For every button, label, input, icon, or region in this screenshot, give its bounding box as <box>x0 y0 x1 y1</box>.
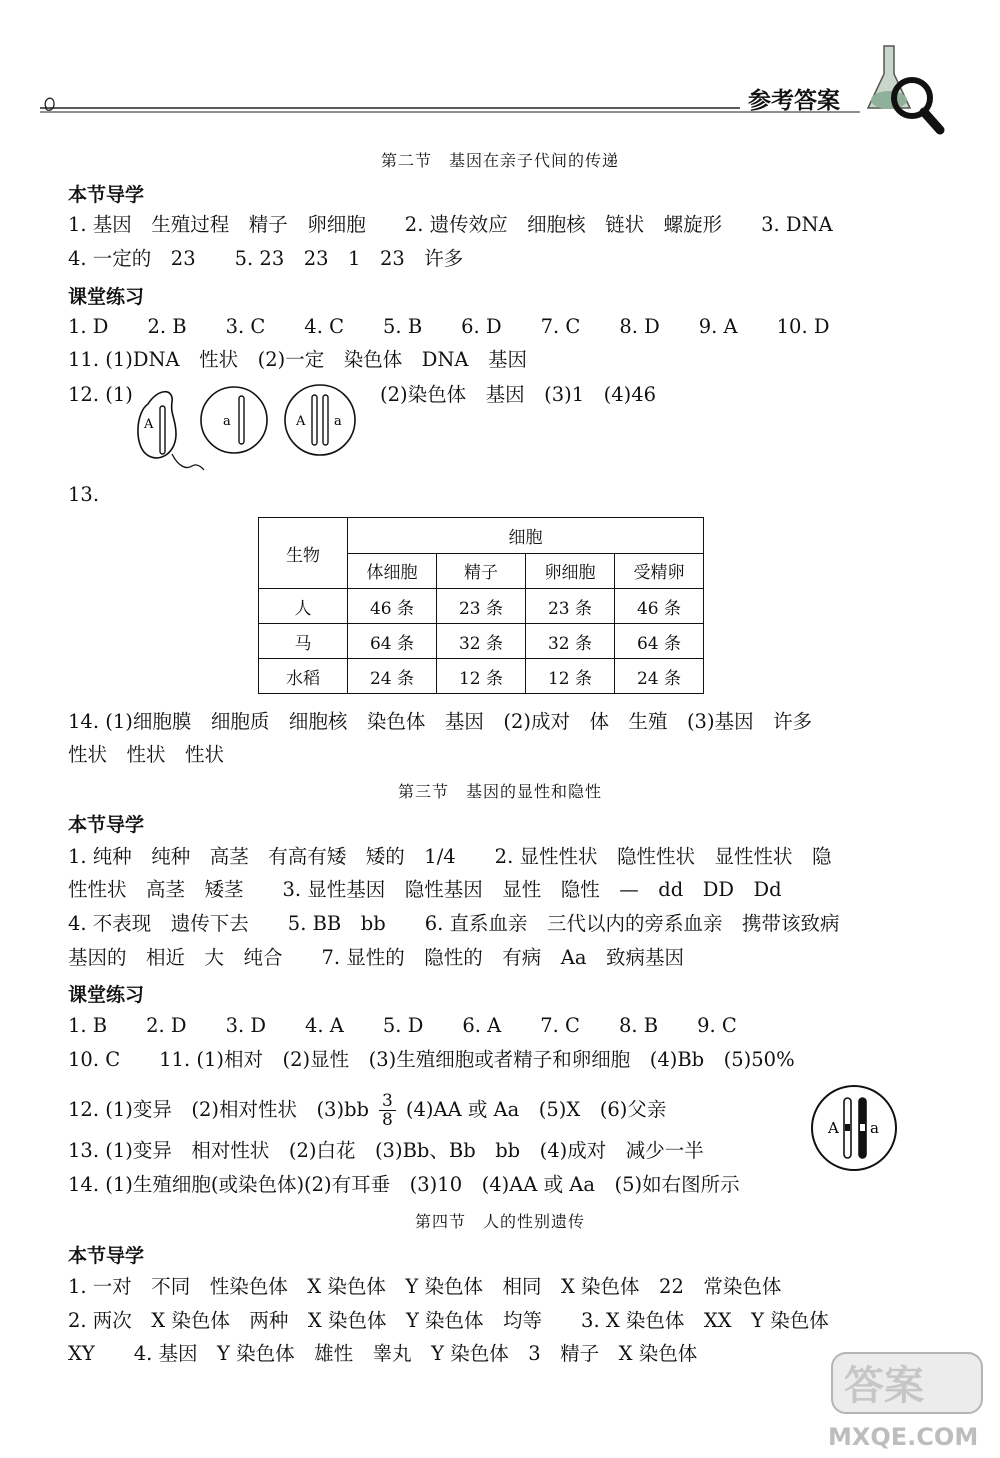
answer-line: 4. 不表现 遗传下去 5. BB bb 6. 直系血亲 三代以内的旁系血亲 携带该致病 <box>68 912 840 935</box>
answer-line: 基因的 相近 大 纯合 7. 显性的 隐性的 有病 Aa 致病基因 <box>68 946 685 969</box>
table-cell: 12 条 <box>526 659 615 694</box>
table-group-header: 细胞 <box>348 518 704 554</box>
q12-rest: (2)染色体 基因 (3)1 (4)46 <box>380 383 657 406</box>
table-cell: 46 条 <box>348 589 437 624</box>
answer-line: 14. (1)细胞膜 细胞质 细胞核 染色体 基因 (2)成对 体 生殖 (3)基因 许多 <box>68 710 813 733</box>
table-cell: 12 条 <box>437 659 526 694</box>
fraction-numerator: 3 <box>379 1092 396 1111</box>
answer-line: 1. 一对 不同 性染色体 X 染色体 Y 染色体 相同 X 染色体 22 常染色体 <box>68 1275 782 1298</box>
page-header <box>40 76 920 116</box>
allele-label: A <box>144 417 154 432</box>
table-cell: 24 条 <box>348 659 437 694</box>
section-title-4: 第四节 人的性别遗传 <box>414 1212 585 1231</box>
answer-line: 性性状 高茎 矮茎 3. 显性基因 隐性基因 显性 隐性 — dd DD Dd <box>68 878 782 901</box>
allele-label: a <box>223 414 231 429</box>
answer-line: 11. (1)DNA 性状 (2)一定 染色体 DNA 基因 <box>68 348 528 371</box>
allele-label: A <box>828 1119 839 1137</box>
table-corner: 生物 <box>259 518 348 589</box>
allele-label: A <box>296 414 306 429</box>
table-header: 体细胞 <box>348 553 437 589</box>
q12-line <box>68 1092 666 1129</box>
table-header: 卵细胞 <box>526 553 615 589</box>
subheading-guide: 本节导学 <box>68 1245 145 1267</box>
chromosome-diagrams <box>128 384 368 484</box>
watermark-text: MXQE.COM <box>828 1423 979 1451</box>
allele-label: a <box>870 1119 879 1137</box>
subheading-guide: 本节导学 <box>68 184 145 206</box>
answer-line: 1. 基因 生殖过程 精子 卵细胞 2. 遗传效应 细胞核 链状 螺旋形 3. DNA <box>68 213 833 236</box>
answer-line: 14. (1)生殖细胞(或染色体)(2)有耳垂 (3)10 (4)AA 或 Aa (5)如右图所示 <box>68 1173 740 1196</box>
answer-line: 4. 一定的 23 5. 23 23 1 23 许多 <box>68 247 464 270</box>
table-row-label: 马 <box>259 624 348 659</box>
svg-text:答案: 答案 <box>844 1363 924 1409</box>
subheading-practice: 课堂练习 <box>68 286 145 308</box>
answer-line: 1. B 2. D 3. D 4. A 5. D 6. A 7. C 8. B 9. C <box>68 1014 737 1037</box>
table-cell: 64 条 <box>348 624 437 659</box>
section-title-3: 第三节 基因的显性和隐性 <box>397 782 602 801</box>
table-cell: 32 条 <box>526 624 615 659</box>
table-row-label: 人 <box>259 589 348 624</box>
chromosome-table <box>258 517 704 694</box>
answer-line: 1. 纯种 纯种 高茎 有高有矮 矮的 1/4 2. 显性性状 隐性性状 显性性状 隐 <box>68 845 832 868</box>
answer-line: XY 4. 基因 Y 染色体 雄性 睾丸 Y 染色体 3 精子 X 染色体 <box>68 1342 698 1365</box>
subheading-guide: 本节导学 <box>68 814 145 836</box>
table-row <box>259 659 704 694</box>
table-header: 受精卵 <box>615 553 704 589</box>
table-cell: 46 条 <box>615 589 704 624</box>
q12-before: 12. (1)变异 (2)相对性状 (3)bb <box>68 1098 370 1121</box>
table-row-label: 水稻 <box>259 659 348 694</box>
answer-line: 13. (1)变异 相对性状 (2)白花 (3)Bb、Bb bb (4)成对 减少一半 <box>68 1139 704 1162</box>
chromosome-pair-figure <box>808 1082 900 1174</box>
table-cell: 23 条 <box>526 589 615 624</box>
watermark-logo <box>822 1345 992 1455</box>
table-row <box>259 589 704 624</box>
section-title-2: 第二节 基因在亲子代间的传递 <box>380 151 619 170</box>
answer-line: 1. D 2. B 3. C 4. C 5. B 6. D 7. C 8. D 9. A 10. D <box>68 315 830 338</box>
fraction-denominator: 8 <box>382 1110 393 1130</box>
table-cell: 23 条 <box>437 589 526 624</box>
answer-line: 10. C 11. (1)相对 (2)显性 (3)生殖细胞或者精子和卵细胞 (4)Bb (5)50% <box>68 1048 795 1071</box>
magnifier-flask-icon <box>856 38 946 148</box>
table-row <box>259 624 704 659</box>
table-cell: 24 条 <box>615 659 704 694</box>
table-header: 精子 <box>437 553 526 589</box>
subheading-practice: 课堂练习 <box>68 984 145 1006</box>
q13-prefix: 13. <box>68 483 100 506</box>
q12-prefix: 12. (1) <box>68 383 133 406</box>
q12-after: (4)AA 或 Aa (5)X (6)父亲 <box>405 1098 667 1121</box>
answer-line: 2. 两次 X 染色体 两种 X 染色体 Y 染色体 均等 3. X 染色体 XX Y 染色体 <box>68 1309 829 1332</box>
answer-line: 性状 性状 性状 <box>68 743 225 766</box>
header-title: 参考答案 <box>748 88 840 114</box>
table-cell: 64 条 <box>615 624 704 659</box>
fraction <box>379 1092 396 1129</box>
allele-label: a <box>334 414 342 429</box>
table-cell: 32 条 <box>437 624 526 659</box>
